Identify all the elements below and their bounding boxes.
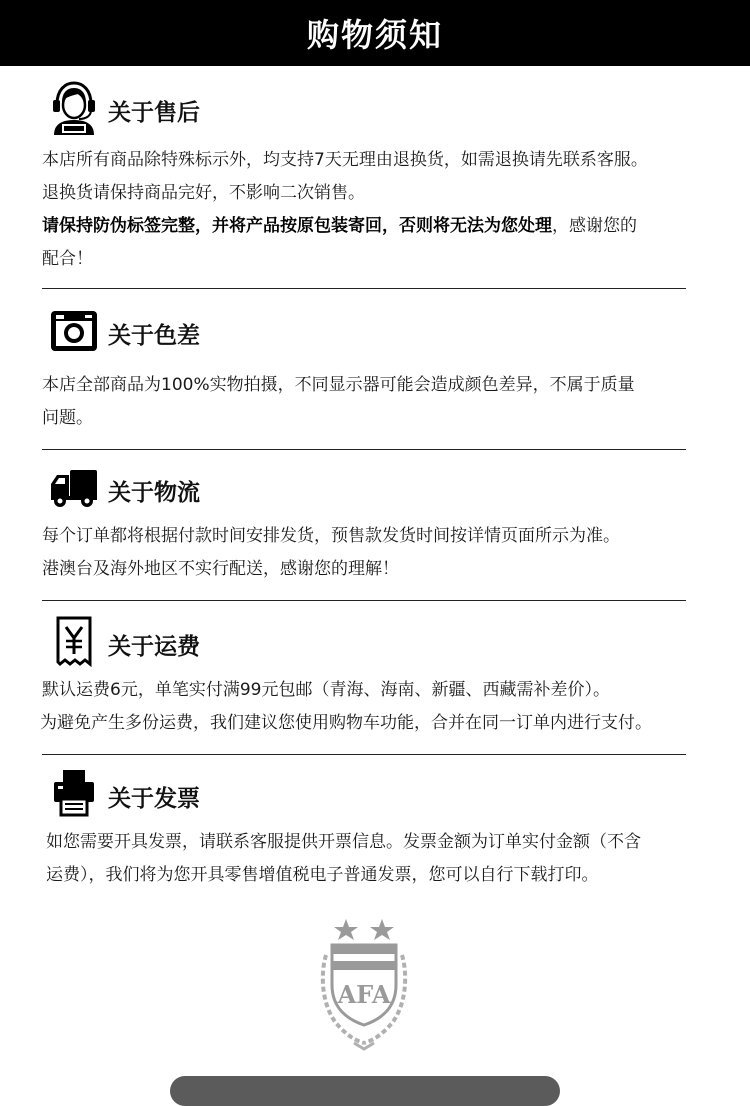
customer-service-icon	[48, 80, 100, 136]
body-line: 默认运费6元，单笔实付满99元包邮（青海、海南、新疆、西藏需补差价）。	[42, 680, 610, 700]
section-title: 关于售后	[108, 100, 200, 126]
body-line: 每个订单都将根据付款时间安排发货，预售款发货时间按详情页面所示为准。	[42, 526, 620, 546]
body-line: 配合！	[42, 249, 93, 269]
bottom-banner	[170, 1076, 560, 1106]
yen-receipt-icon	[48, 614, 100, 670]
section-body	[42, 369, 712, 435]
camera-icon	[48, 303, 100, 359]
body-line: 为避免产生多份运费，我们建议您使用购物车功能，合并在同一订单内进行支付。	[40, 713, 652, 733]
body-line: 如您需要开具发票，请联系客服提供开票信息。发票金额为订单实付金额（不含	[46, 832, 641, 852]
section-title: 关于色差	[108, 323, 200, 349]
section-body	[42, 144, 712, 276]
page-title	[0, 0, 750, 66]
body-line: 退换货请保持商品完好，不影响二次销售。	[42, 183, 365, 203]
page-title-text: 购物须知	[306, 16, 443, 54]
bold-notice: 请保持防伪标签完整，并将产品按原包装寄回，否则将无法为您处理	[42, 216, 552, 236]
body-line: 问题。	[42, 408, 93, 428]
section-title: 关于物流	[108, 480, 200, 506]
section-body	[42, 826, 712, 892]
section-shipping-fee	[42, 614, 712, 740]
body-line: 本店所有商品除特殊标示外，均支持7天无理由退换货，如需退换请先联系客服。	[42, 150, 648, 170]
section-header	[42, 614, 712, 670]
section-title: 关于发票	[108, 786, 200, 812]
body-line: 港澳台及海外地区不实行配送，感谢您的理解！	[42, 559, 399, 579]
body-line	[42, 210, 712, 243]
afa-crest-logo	[316, 915, 412, 1055]
section-header	[42, 766, 712, 822]
printer-icon	[48, 766, 100, 822]
section-logistics	[42, 460, 712, 586]
logo-text: AFA	[337, 980, 391, 1009]
divider	[42, 449, 686, 450]
divider	[42, 600, 686, 601]
body-line-suffix: ，感谢您的	[552, 216, 637, 236]
section-after-sales	[42, 80, 712, 276]
divider	[42, 754, 686, 755]
section-title: 关于运费	[108, 634, 200, 660]
section-invoice	[42, 766, 712, 892]
section-header	[42, 460, 712, 516]
section-body	[42, 674, 712, 740]
section-header	[42, 80, 712, 136]
section-color-difference	[42, 303, 712, 435]
divider	[42, 288, 686, 289]
body-line: 本店全部商品为100%实物拍摄，不同显示器可能会造成颜色差异，不属于质量	[42, 375, 635, 395]
body-line: 运费），我们将为您开具零售增值税电子普通发票，您可以自行下载打印。	[46, 865, 599, 885]
section-header	[42, 303, 712, 359]
section-body	[42, 520, 712, 586]
delivery-truck-icon	[48, 460, 100, 516]
